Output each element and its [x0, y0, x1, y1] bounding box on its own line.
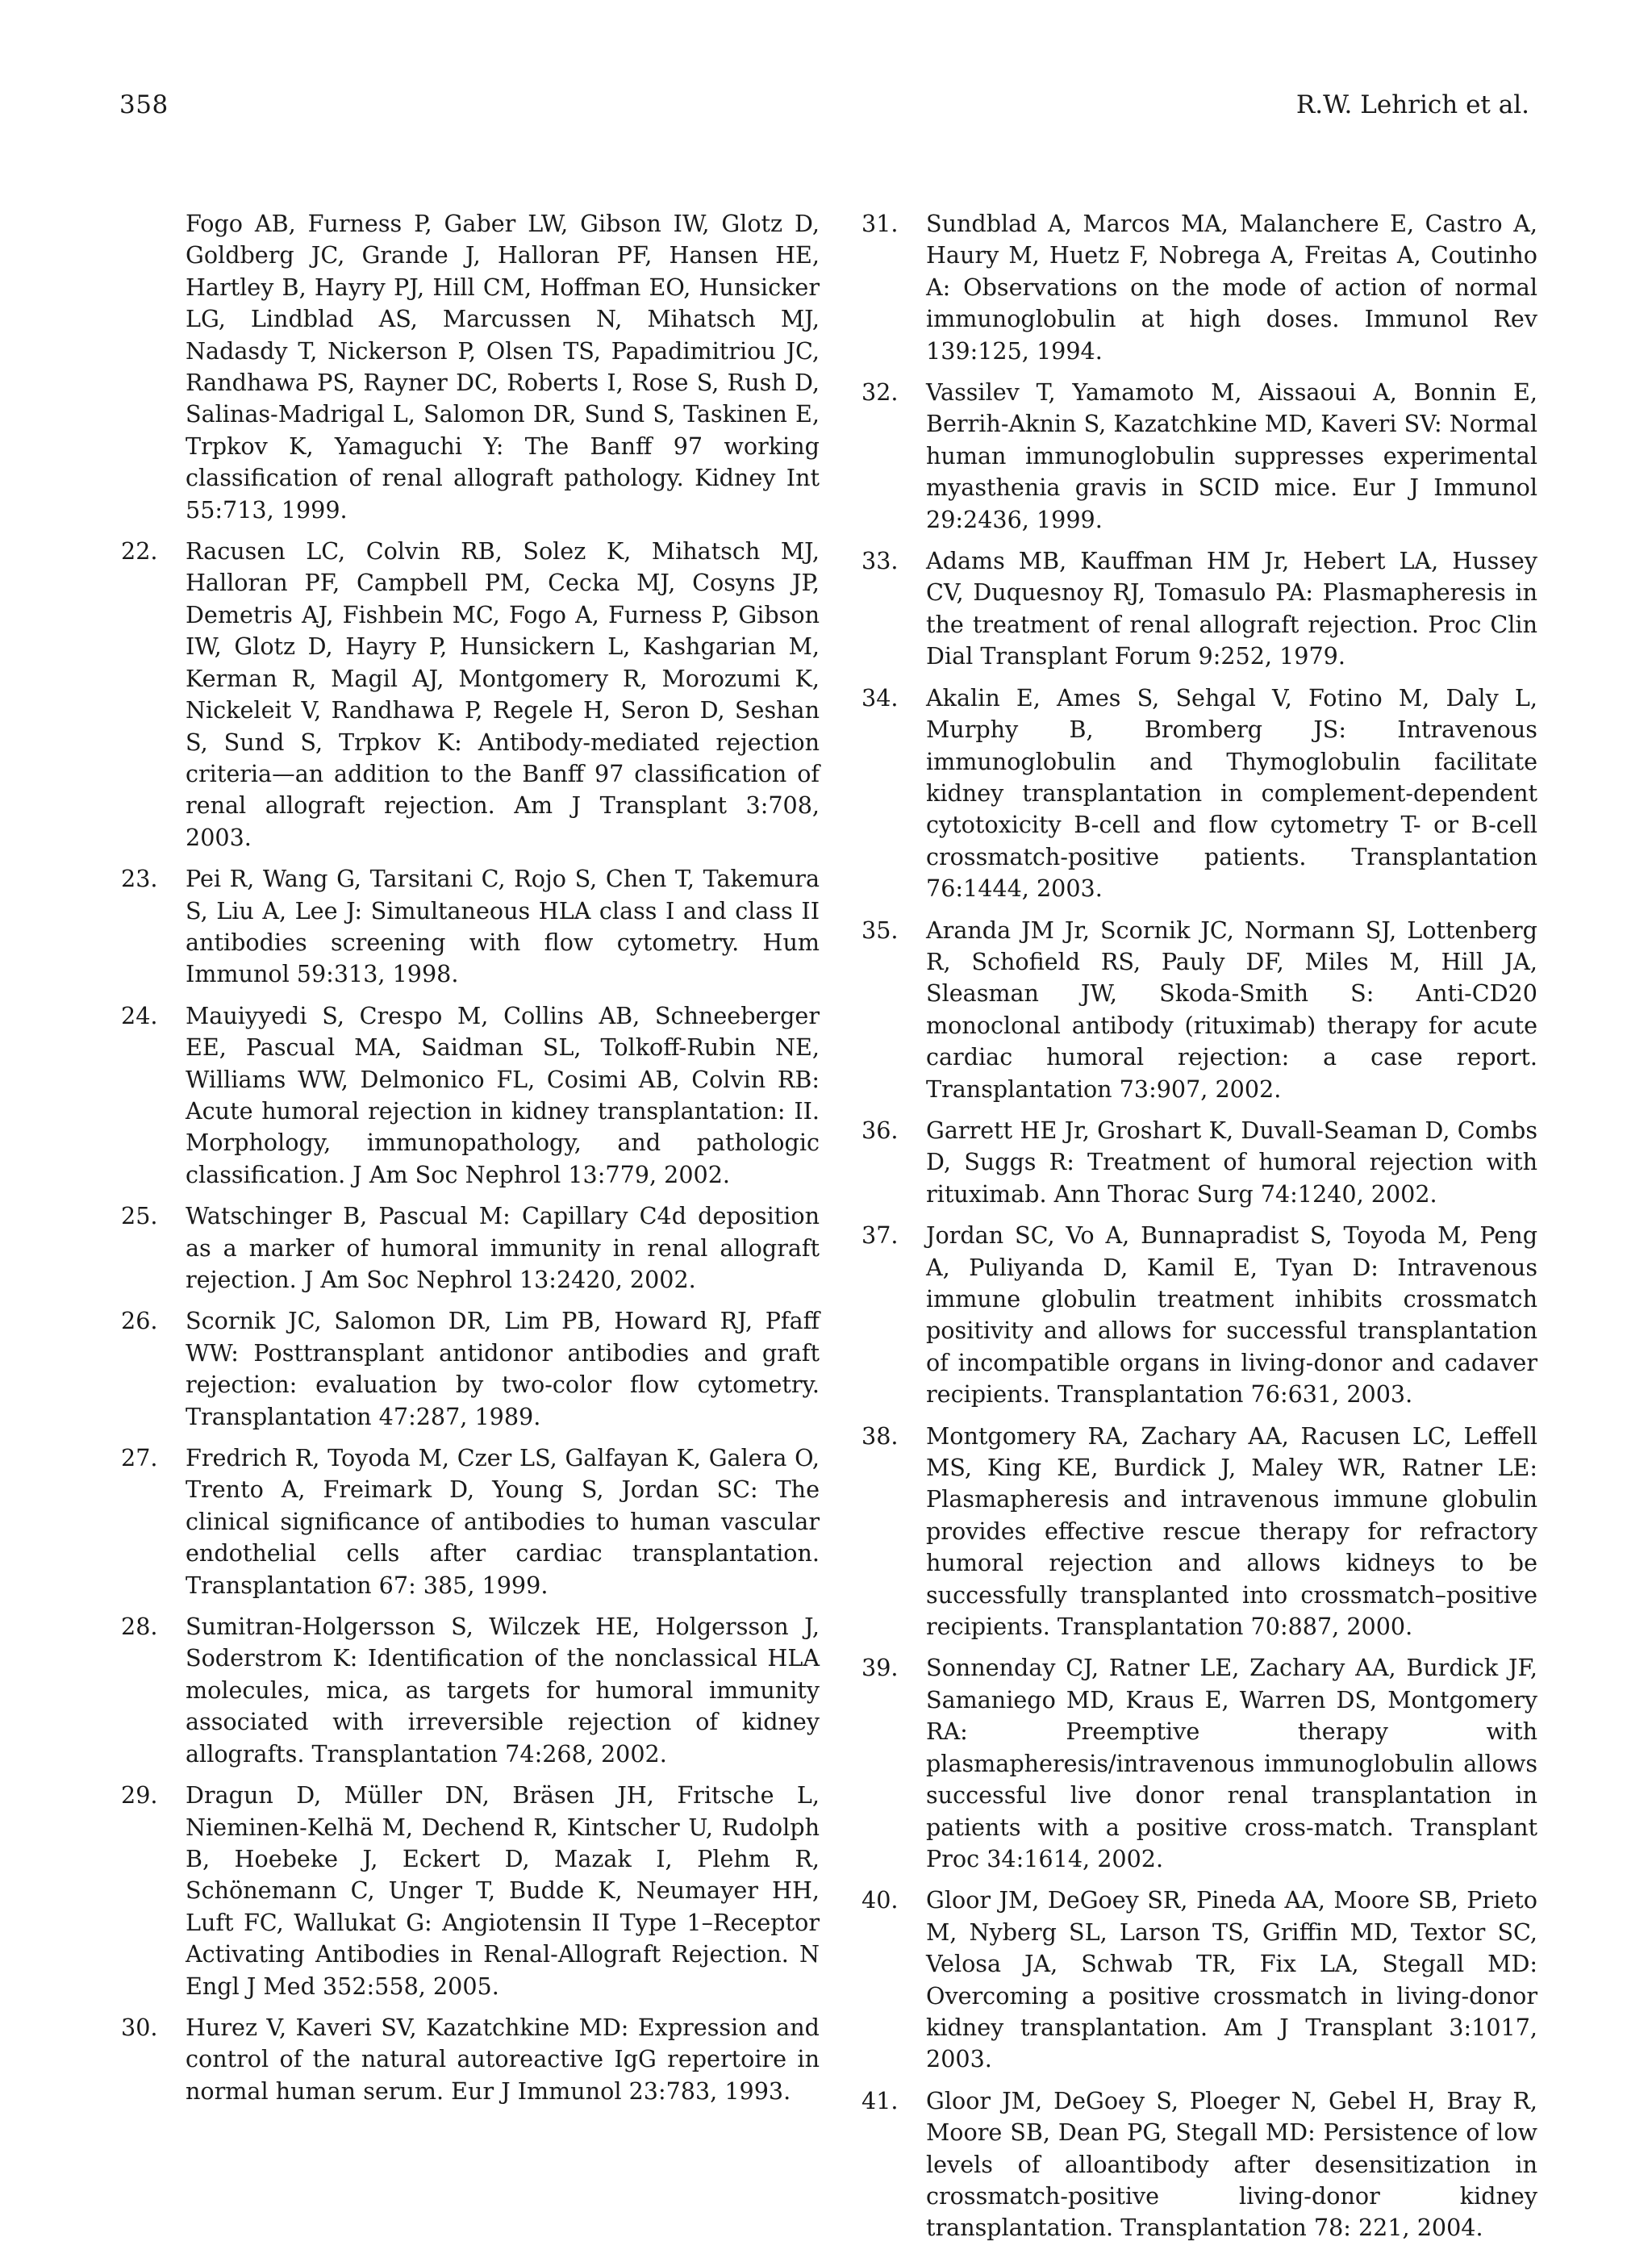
reference-item	[121, 1000, 820, 1191]
reference-item	[861, 1885, 1537, 2075]
reference-number: 29.	[121, 1781, 158, 1809]
references-left-column	[121, 208, 820, 2117]
reference-text: Akalin E, Ames S, Sehgal V, Fotino M, Daly L, Murphy B, Bromberg JS: Intravenous immunoglobulin and Thymoglobulin facilitate kidney transplantation in complement-dependent cytotoxicity B-cell and flow cytometry T- or B-cell crossmatch-positive patients. Transplantation 76:1444, 2003.	[926, 683, 1537, 903]
reference-item	[121, 1780, 820, 2002]
reference-item	[861, 1220, 1537, 1410]
reference-number: 22.	[121, 537, 158, 566]
reference-text: Adams MB, Kauffman HM Jr, Hebert LA, Hussey CV, Duquesnoy RJ, Tomasulo PA: Plasmapheresis in the treatment of renal allograft rejection. Proc Clin Dial Transplant Forum 9:252, 1979.	[926, 547, 1537, 670]
reference-text: Garrett HE Jr, Groshart K, Duvall-Seaman D, Combs D, Suggs R: Treatment of humoral rejection with rituximab. Ann Thorac Surg 74:1240, 2002.	[926, 1116, 1537, 1208]
reference-text: Jordan SC, Vo A, Bunnapradist S, Toyoda M, Peng A, Puliyanda D, Kamil E, Tyan D: Intravenous immune globulin treatment inhibits crossmatch positivity and allows for successful transplantation of incompatible organs in living-donor and cadaver recipients. Transplantation 76:631, 2003.	[926, 1221, 1537, 1409]
reference-number: 31.	[861, 210, 899, 237]
running-head: R.W. Lehrich et al.	[1295, 90, 1529, 119]
reference-item	[121, 536, 820, 854]
reference-item	[861, 208, 1537, 367]
reference-number: 28.	[121, 1613, 158, 1641]
reference-text: Fogo AB, Furness P, Gaber LW, Gibson IW, Glotz D, Goldberg JC, Grande J, Halloran PF, Hansen HE, Hartley B, Hayry PJ, Hill CM, Hoffman EO, Hunsicker LG, Lindblad AS, Marcussen N, Mihatsch MJ, Nadasdy T, Nickerson P, Olsen TS, Papadimitriou JC, Randhawa PS, Rayner DC, Roberts I, Rose S, Rush D, Salinas-Madrigal L, Salomon DR, Sund S, Taskinen E, Trpkov K, Yamaguchi Y: The Banff 97 working classification of renal allograft pathology. Kidney Int 55:713, 1999.	[186, 210, 820, 524]
reference-item	[121, 2012, 820, 2107]
reference-item	[861, 2085, 1537, 2244]
reference-text: Gloor JM, DeGoey SR, Pineda AA, Moore SB, Prieto M, Nyberg SL, Larson TS, Griffin MD, Textor SC, Velosa JA, Schwab TR, Fix LA, Stegall MD: Overcoming a positive crossmatch in living-donor kidney transplantation. Am J Transplant 3:1017, 2003.	[926, 1886, 1537, 2073]
reference-number: 25.	[121, 1202, 158, 1230]
reference-text: Dragun D, Müller DN, Bräsen JH, Fritsche L, Nieminen-Kelhä M, Dechend R, Kintscher U, Rudolph B, Hoebeke J, Eckert D, Mazak I, Plehm R, Schönemann C, Unger T, Budde K, Neumayer HH, Luft FC, Wallukat G: Angiotensin II Type 1–Receptor Activating Antibodies in Renal-Allograft Rejection. N Engl J Med 352:558, 2005.	[186, 1781, 820, 2000]
reference-text: Aranda JM Jr, Scornik JC, Normann SJ, Lottenberg R, Schofield RS, Pauly DF, Miles M, Hill JA, Sleasman JW, Skoda-Smith S: Anti-CD20 monoclonal antibody (rituximab) therapy for acute cardiac humoral rejection: a case report. Transplantation 73:907, 2002.	[926, 916, 1537, 1103]
reference-text: Hurez V, Kaveri SV, Kazatchkine MD: Expression and control of the natural autoreactive IgG repertoire in normal human serum. Eur J Immunol 23:783, 1993.	[186, 2013, 820, 2105]
reference-number: 40.	[861, 1886, 899, 1914]
reference-number: 39.	[861, 1654, 899, 1682]
reference-number: 32.	[861, 378, 899, 407]
reference-text: Pei R, Wang G, Tarsitani C, Rojo S, Chen T, Takemura S, Liu A, Lee J: Simultaneous HLA class I and class II antibodies screening with flow cytometry. Hum Immunol 59:313, 1998.	[186, 865, 820, 988]
reference-number: 33.	[861, 547, 899, 575]
page-number: 358	[119, 90, 169, 119]
reference-text: Sundblad A, Marcos MA, Malanchere E, Castro A, Haury M, Huetz F, Nobrega A, Freitas A, Coutinho A: Observations on the mode of action of normal immunoglobulin at high doses. Immunol Rev 139:125, 1994.	[926, 210, 1537, 365]
reference-item	[121, 1611, 820, 1770]
reference-text: Scornik JC, Salomon DR, Lim PB, Howard RJ, Pfaff WW: Posttransplant antidonor antibodies and graft rejection: evaluation by two-color flow cytometry. Transplantation 47:287, 1989.	[186, 1307, 820, 1430]
reference-number: 41.	[861, 2086, 899, 2114]
reference-number: 35.	[861, 916, 899, 944]
references-right-column	[861, 208, 1537, 2254]
reference-text: Sonnenday CJ, Ratner LE, Zachary AA, Burdick JF, Samaniego MD, Kraus E, Warren DS, Montgomery RA: Preemptive therapy with plasmapheresis/intravenous immunoglobulin allows successful live donor renal transplantation in patients with a positive cross-match. Transplant Proc 34:1614, 2002.	[926, 1654, 1537, 1872]
reference-text: Vassilev T, Yamamoto M, Aissaoui A, Bonnin E, Berrih-Aknin S, Kazatchkine MD, Kaveri SV: Normal human immunoglobulin suppresses experimental myasthenia gravis in SCID mice. Eur J Immunol 29:2436, 1999.	[926, 378, 1537, 533]
reference-number: 26.	[121, 1307, 158, 1335]
reference-item	[121, 1442, 820, 1601]
reference-number: 24.	[121, 1001, 158, 1029]
reference-text: Fredrich R, Toyoda M, Czer LS, Galfayan K, Galera O, Trento A, Freimark D, Young S, Jordan SC: The clinical significance of antibodies to human vascular endothelial cells after cardiac transplantation. Transplantation 67: 385, 1999.	[186, 1444, 820, 1599]
reference-item	[861, 1421, 1537, 1643]
reference-item	[121, 1305, 820, 1433]
reference-item	[861, 377, 1537, 536]
reference-item	[861, 915, 1537, 1105]
reference-text: Montgomery RA, Zachary AA, Racusen LC, Leffell MS, King KE, Burdick J, Maley WR, Ratner LE: Plasmapheresis and intravenous immune globulin provides effective rescue therapy for refractory humoral rejection and allows kidneys to be successfully transplanted into crossmatch–positive recipients. Transplantation 70:887, 2000.	[926, 1421, 1537, 1641]
reference-item	[121, 863, 820, 991]
reference-text: Watschinger B, Pascual M: Capillary C4d deposition as a marker of humoral immunity in renal allograft rejection. J Am Soc Nephrol 13:2420, 2002.	[186, 1202, 820, 1293]
reference-number: 30.	[121, 2013, 158, 2041]
reference-number: 37.	[861, 1221, 899, 1250]
reference-number: 34.	[861, 683, 899, 712]
reference-text: Racusen LC, Colvin RB, Solez K, Mihatsch MJ, Halloran PF, Campbell PM, Cecka MJ, Cosyns JP, Demetris AJ, Fishbein MC, Fogo A, Furness P, Gibson IW, Glotz D, Hayry P, Hunsickern L, Kashgarian M, Kerman R, Magil AJ, Montgomery R, Morozumi K, Nickeleit V, Randhawa P, Regele H, Seron D, Seshan S, Sund S, Trpkov K: Antibody-mediated rejection criteria—an addition to the Banff 97 classification of renal allograft rejection. Am J Transplant 3:708, 2003.	[186, 537, 820, 851]
reference-item	[861, 1652, 1537, 1875]
reference-text: Sumitran-Holgersson S, Wilczek HE, Holgersson J, Soderstrom K: Identification of the nonclassical HLA molecules, mica, as targets for humoral immunity associated with irreversible rejection of kidney allografts. Transplantation 74:268, 2002.	[186, 1613, 820, 1768]
reference-number: 27.	[121, 1444, 158, 1472]
reference-text: Gloor JM, DeGoey S, Ploeger N, Gebel H, Bray R, Moore SB, Dean PG, Stegall MD: Persistence of low levels of alloantibody after desensitization in crossmatch-positive living-donor kidney transplantation. Transplantation 78: 221, 2004.	[926, 2086, 1537, 2242]
reference-item	[861, 682, 1537, 905]
reference-continuation	[121, 208, 820, 526]
reference-number: 36.	[861, 1116, 899, 1144]
reference-number: 38.	[861, 1421, 899, 1450]
reference-text: Mauiyyedi S, Crespo M, Collins AB, Schneeberger EE, Pascual MA, Saidman SL, Tolkoff-Rubin NE, Williams WW, Delmonico FL, Cosimi AB, Colvin RB: Acute humoral rejection in kidney transplantation: II. Morphology, immunopathology, and pathologic classification. J Am Soc Nephrol 13:779, 2002.	[186, 1001, 820, 1188]
reference-number: 23.	[121, 865, 158, 893]
reference-item	[121, 1200, 820, 1296]
reference-item	[861, 545, 1537, 673]
reference-item	[861, 1115, 1537, 1210]
